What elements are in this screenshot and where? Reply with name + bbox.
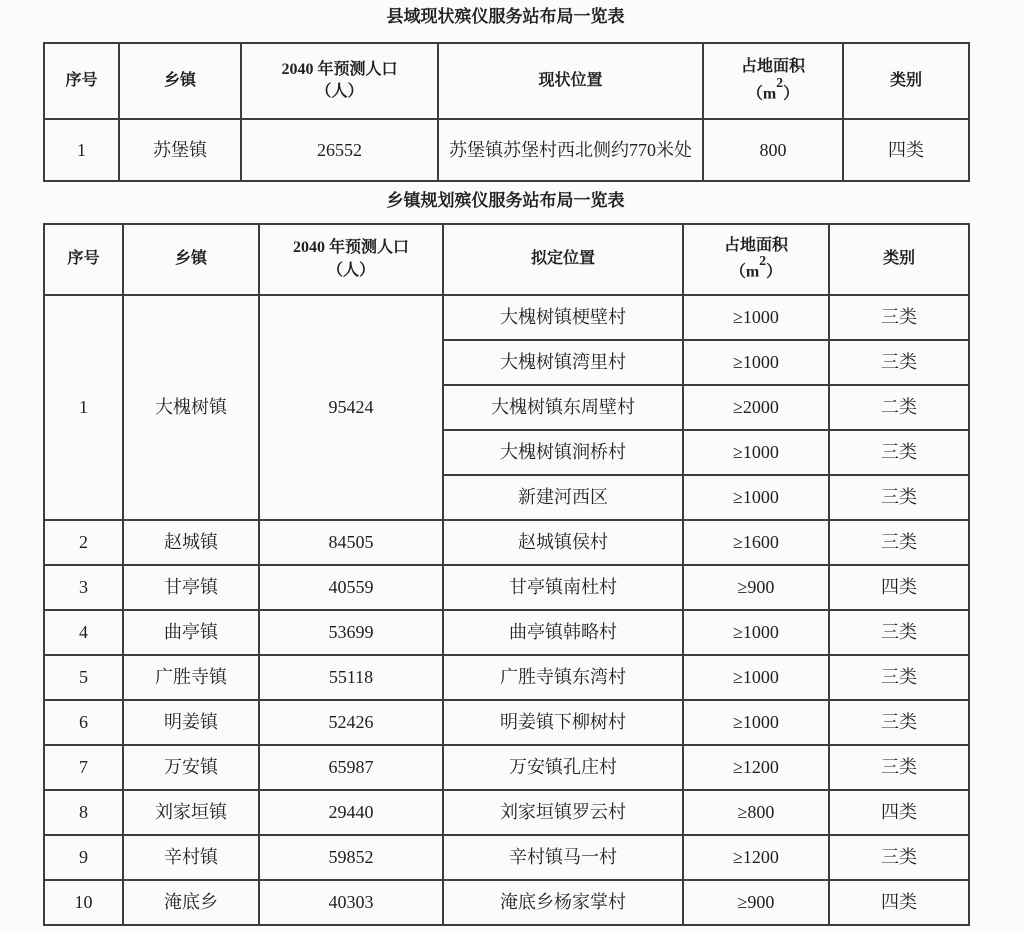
seq-cell: 5 xyxy=(44,655,123,700)
area-cell: ≥1000 xyxy=(683,340,829,385)
table2-row xyxy=(44,745,969,790)
area-cell: ≥1000 xyxy=(683,295,829,340)
header-current-location: 现状位置 xyxy=(438,43,703,119)
area-cell: ≥1200 xyxy=(683,835,829,880)
seq-cell: 1 xyxy=(44,119,119,181)
location-cell: 苏堡镇苏堡村西北侧约770米处 xyxy=(438,119,703,181)
table2-title: 乡镇规划殡仪服务站布局一览表 xyxy=(386,191,625,210)
seq-cell: 8 xyxy=(44,790,123,835)
category-cell: 三类 xyxy=(829,610,969,655)
population-cell: 26552 xyxy=(241,119,438,181)
table1-current-stations xyxy=(43,42,970,182)
table2-header-row xyxy=(44,224,969,295)
town-cell: 辛村镇 xyxy=(123,835,259,880)
table2-row xyxy=(44,295,969,340)
population-cell: 65987 xyxy=(259,745,443,790)
header-area-superscript: 2 xyxy=(776,75,784,91)
header-area xyxy=(683,224,829,295)
category-cell: 三类 xyxy=(829,295,969,340)
area-cell: ≥800 xyxy=(683,790,829,835)
category-cell: 三类 xyxy=(829,475,969,520)
table2-row xyxy=(44,565,969,610)
town-cell: 曲亭镇 xyxy=(123,610,259,655)
location-cell: 刘家垣镇罗云村 xyxy=(443,790,683,835)
town-cell: 苏堡镇 xyxy=(119,119,241,181)
header-town: 乡镇 xyxy=(119,43,241,119)
category-cell: 四类 xyxy=(843,119,969,181)
category-cell: 四类 xyxy=(829,880,969,925)
header-area-label: 占地面积 xyxy=(740,58,805,76)
category-cell: 二类 xyxy=(829,385,969,430)
seq-cell: 1 xyxy=(44,295,123,520)
header-population-line1: 2040 年预测人口 xyxy=(292,239,409,257)
seq-cell: 2 xyxy=(44,520,123,565)
location-cell: 淹底乡杨家掌村 xyxy=(443,880,683,925)
population-cell: 40303 xyxy=(259,880,443,925)
location-cell: 万安镇孔庄村 xyxy=(443,745,683,790)
location-cell: 赵城镇侯村 xyxy=(443,520,683,565)
town-cell: 万安镇 xyxy=(123,745,259,790)
header-population xyxy=(241,43,438,119)
location-cell: 广胜寺镇东湾村 xyxy=(443,655,683,700)
header-area-unit-close: ） xyxy=(766,263,783,281)
population-cell: 29440 xyxy=(259,790,443,835)
area-cell: ≥900 xyxy=(683,880,829,925)
town-cell: 广胜寺镇 xyxy=(123,655,259,700)
location-cell: 曲亭镇韩略村 xyxy=(443,610,683,655)
header-area-unit-open: （m xyxy=(729,263,760,281)
header-population-line1: 2040 年预测人口 xyxy=(281,60,398,78)
location-cell: 辛村镇马一村 xyxy=(443,835,683,880)
seq-cell: 6 xyxy=(44,700,123,745)
header-population-line2: （人） xyxy=(315,83,364,100)
table2-row xyxy=(44,700,969,745)
header-area-unit-close: ） xyxy=(783,85,800,103)
category-cell: 三类 xyxy=(829,430,969,475)
table1-row xyxy=(44,119,969,181)
area-cell: ≥1000 xyxy=(683,610,829,655)
seq-cell: 4 xyxy=(44,610,123,655)
table2-row xyxy=(44,880,969,925)
town-cell: 刘家垣镇 xyxy=(123,790,259,835)
area-cell: ≥1600 xyxy=(683,520,829,565)
area-cell: ≥1200 xyxy=(683,745,829,790)
area-cell: ≥1000 xyxy=(683,430,829,475)
table2-row xyxy=(44,610,969,655)
category-cell: 三类 xyxy=(829,745,969,790)
seq-cell: 3 xyxy=(44,565,123,610)
category-cell: 三类 xyxy=(829,520,969,565)
location-cell: 大槐树镇湾里村 xyxy=(443,340,683,385)
table2-row xyxy=(44,790,969,835)
location-cell: 大槐树镇东周壁村 xyxy=(443,385,683,430)
population-cell: 59852 xyxy=(259,835,443,880)
town-cell: 淹底乡 xyxy=(123,880,259,925)
location-cell: 新建河西区 xyxy=(443,475,683,520)
seq-cell: 9 xyxy=(44,835,123,880)
population-cell: 53699 xyxy=(259,610,443,655)
population-cell: 95424 xyxy=(259,295,443,520)
location-cell: 大槐树镇涧桥村 xyxy=(443,430,683,475)
header-population-line2: （人） xyxy=(326,261,375,279)
town-cell: 甘亭镇 xyxy=(123,565,259,610)
location-cell: 明姜镇下柳树村 xyxy=(443,700,683,745)
population-cell: 84505 xyxy=(259,520,443,565)
table2-planned-stations xyxy=(43,223,970,926)
area-cell: ≥1000 xyxy=(683,700,829,745)
header-category: 类别 xyxy=(843,43,969,119)
seq-cell: 7 xyxy=(44,745,123,790)
header-category: 类别 xyxy=(829,224,969,295)
header-area-unit-open: （m xyxy=(746,85,777,103)
population-cell: 52426 xyxy=(259,700,443,745)
header-area-superscript: 2 xyxy=(759,254,767,270)
header-seq: 序号 xyxy=(44,224,123,295)
category-cell: 四类 xyxy=(829,790,969,835)
area-cell: ≥1000 xyxy=(683,475,829,520)
population-cell: 40559 xyxy=(259,565,443,610)
town-cell: 明姜镇 xyxy=(123,700,259,745)
header-town: 乡镇 xyxy=(123,224,259,295)
category-cell: 三类 xyxy=(829,340,969,385)
table1-header-row xyxy=(44,43,969,119)
header-planned-location: 拟定位置 xyxy=(443,224,683,295)
location-cell: 大槐树镇梗壁村 xyxy=(443,295,683,340)
area-cell: ≥1000 xyxy=(683,655,829,700)
table2-row xyxy=(44,520,969,565)
table1-title: 县域现状殡仪服务站布局一览表 xyxy=(386,7,625,26)
town-cell: 大槐树镇 xyxy=(123,295,259,520)
header-area-label: 占地面积 xyxy=(723,236,788,254)
area-cell: ≥2000 xyxy=(683,385,829,430)
location-cell: 甘亭镇南杜村 xyxy=(443,565,683,610)
category-cell: 三类 xyxy=(829,700,969,745)
table2-row xyxy=(44,655,969,700)
area-cell: ≥900 xyxy=(683,565,829,610)
category-cell: 三类 xyxy=(829,835,969,880)
seq-cell: 10 xyxy=(44,880,123,925)
category-cell: 四类 xyxy=(829,565,969,610)
population-cell: 55118 xyxy=(259,655,443,700)
header-population xyxy=(259,224,443,295)
header-area xyxy=(703,43,843,119)
table2-row xyxy=(44,835,969,880)
category-cell: 三类 xyxy=(829,655,969,700)
header-seq: 序号 xyxy=(44,43,119,119)
town-cell: 赵城镇 xyxy=(123,520,259,565)
area-cell: 800 xyxy=(703,119,843,181)
